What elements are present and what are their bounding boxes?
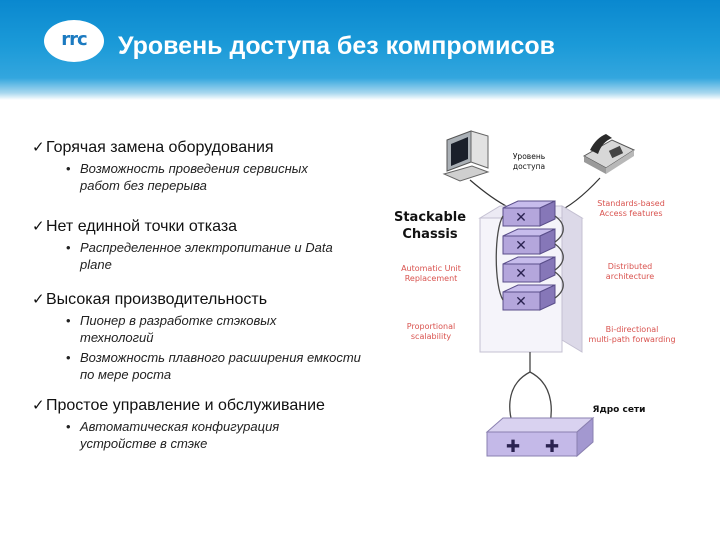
core-switch-icon <box>487 418 593 457</box>
feature-line: architecture <box>605 272 655 281</box>
svg-text:✕: ✕ <box>515 210 527 226</box>
check-icon: ✓ <box>32 139 45 156</box>
feature-line: Standards-based <box>597 199 665 208</box>
sub-bullet-text: Возможность плавного расширения емкости по мере роста <box>80 350 361 382</box>
bullet-text: Горячая замена оборудования <box>46 139 274 156</box>
sub-bullet-text: Пионер в разработке стэковых технологий <box>80 313 277 345</box>
feature-line: Automatic Unit <box>401 264 461 273</box>
stack-title-line: Stackable <box>393 210 467 225</box>
bullet-text: Высокая производительность <box>46 291 268 308</box>
svg-text:✕: ✕ <box>515 238 527 254</box>
access-level-label <box>503 152 555 172</box>
feature-line: Replacement <box>404 274 458 283</box>
feature-bi-directional-forwarding <box>580 325 684 345</box>
stackable-chassis-label <box>390 209 470 243</box>
bullet-dot-icon: • <box>66 419 71 434</box>
feature-line: Access features <box>599 209 663 218</box>
feature-line: scalability <box>410 332 452 341</box>
logo-text: rrc <box>61 29 87 50</box>
bullet-dot-icon: • <box>66 350 71 365</box>
switch-unit-icon <box>503 285 555 310</box>
slide-title: Уровень доступа без компромисов <box>118 32 555 60</box>
feature-line: Distributed <box>607 262 653 271</box>
switch-unit-icon <box>503 257 555 282</box>
bullet-text: Нет единной точки отказа <box>46 218 238 235</box>
switch-unit-icon <box>503 201 555 226</box>
check-icon: ✓ <box>32 218 45 235</box>
feature-distributed-architecture <box>590 262 670 282</box>
switch-unit-icon <box>503 229 555 254</box>
bullet-dot-icon: • <box>66 313 71 328</box>
bullet-dot-icon: • <box>66 240 71 255</box>
svg-text:✚: ✚ <box>544 437 560 457</box>
svg-text:✚: ✚ <box>505 437 521 457</box>
access-level-line: Уровень <box>512 152 546 161</box>
feature-line: Bi-directional <box>605 325 659 334</box>
computer-icon <box>444 131 488 181</box>
bullet-text: Простое управление и обслуживание <box>46 397 325 414</box>
sub-bullet-text: Распределенное электропитание и Data plane <box>80 240 333 272</box>
feature-proportional-scalability <box>391 322 471 342</box>
check-icon: ✓ <box>32 397 45 414</box>
svg-text:✕: ✕ <box>515 294 527 310</box>
check-icon: ✓ <box>32 291 45 308</box>
feature-auto-unit-replacement <box>386 264 476 284</box>
sub-bullet-text: Возможность проведения сервисных работ без перерыва <box>80 161 308 193</box>
svg-text:✕: ✕ <box>515 266 527 282</box>
feature-line: multi-path forwarding <box>588 335 676 344</box>
bullet-dot-icon: • <box>66 161 71 176</box>
stackable-chassis-graphic <box>480 201 582 352</box>
sub-bullet-text: Автоматическая конфигурация устройстве в стэке <box>80 419 280 451</box>
feature-line: Proportional <box>406 322 456 331</box>
feature-standards-based <box>586 199 676 219</box>
phone-icon <box>584 134 634 174</box>
stack-title-line: Chassis <box>402 227 458 242</box>
access-level-line: доступа <box>512 162 546 171</box>
core-network-label: Ядро сети <box>592 405 646 415</box>
